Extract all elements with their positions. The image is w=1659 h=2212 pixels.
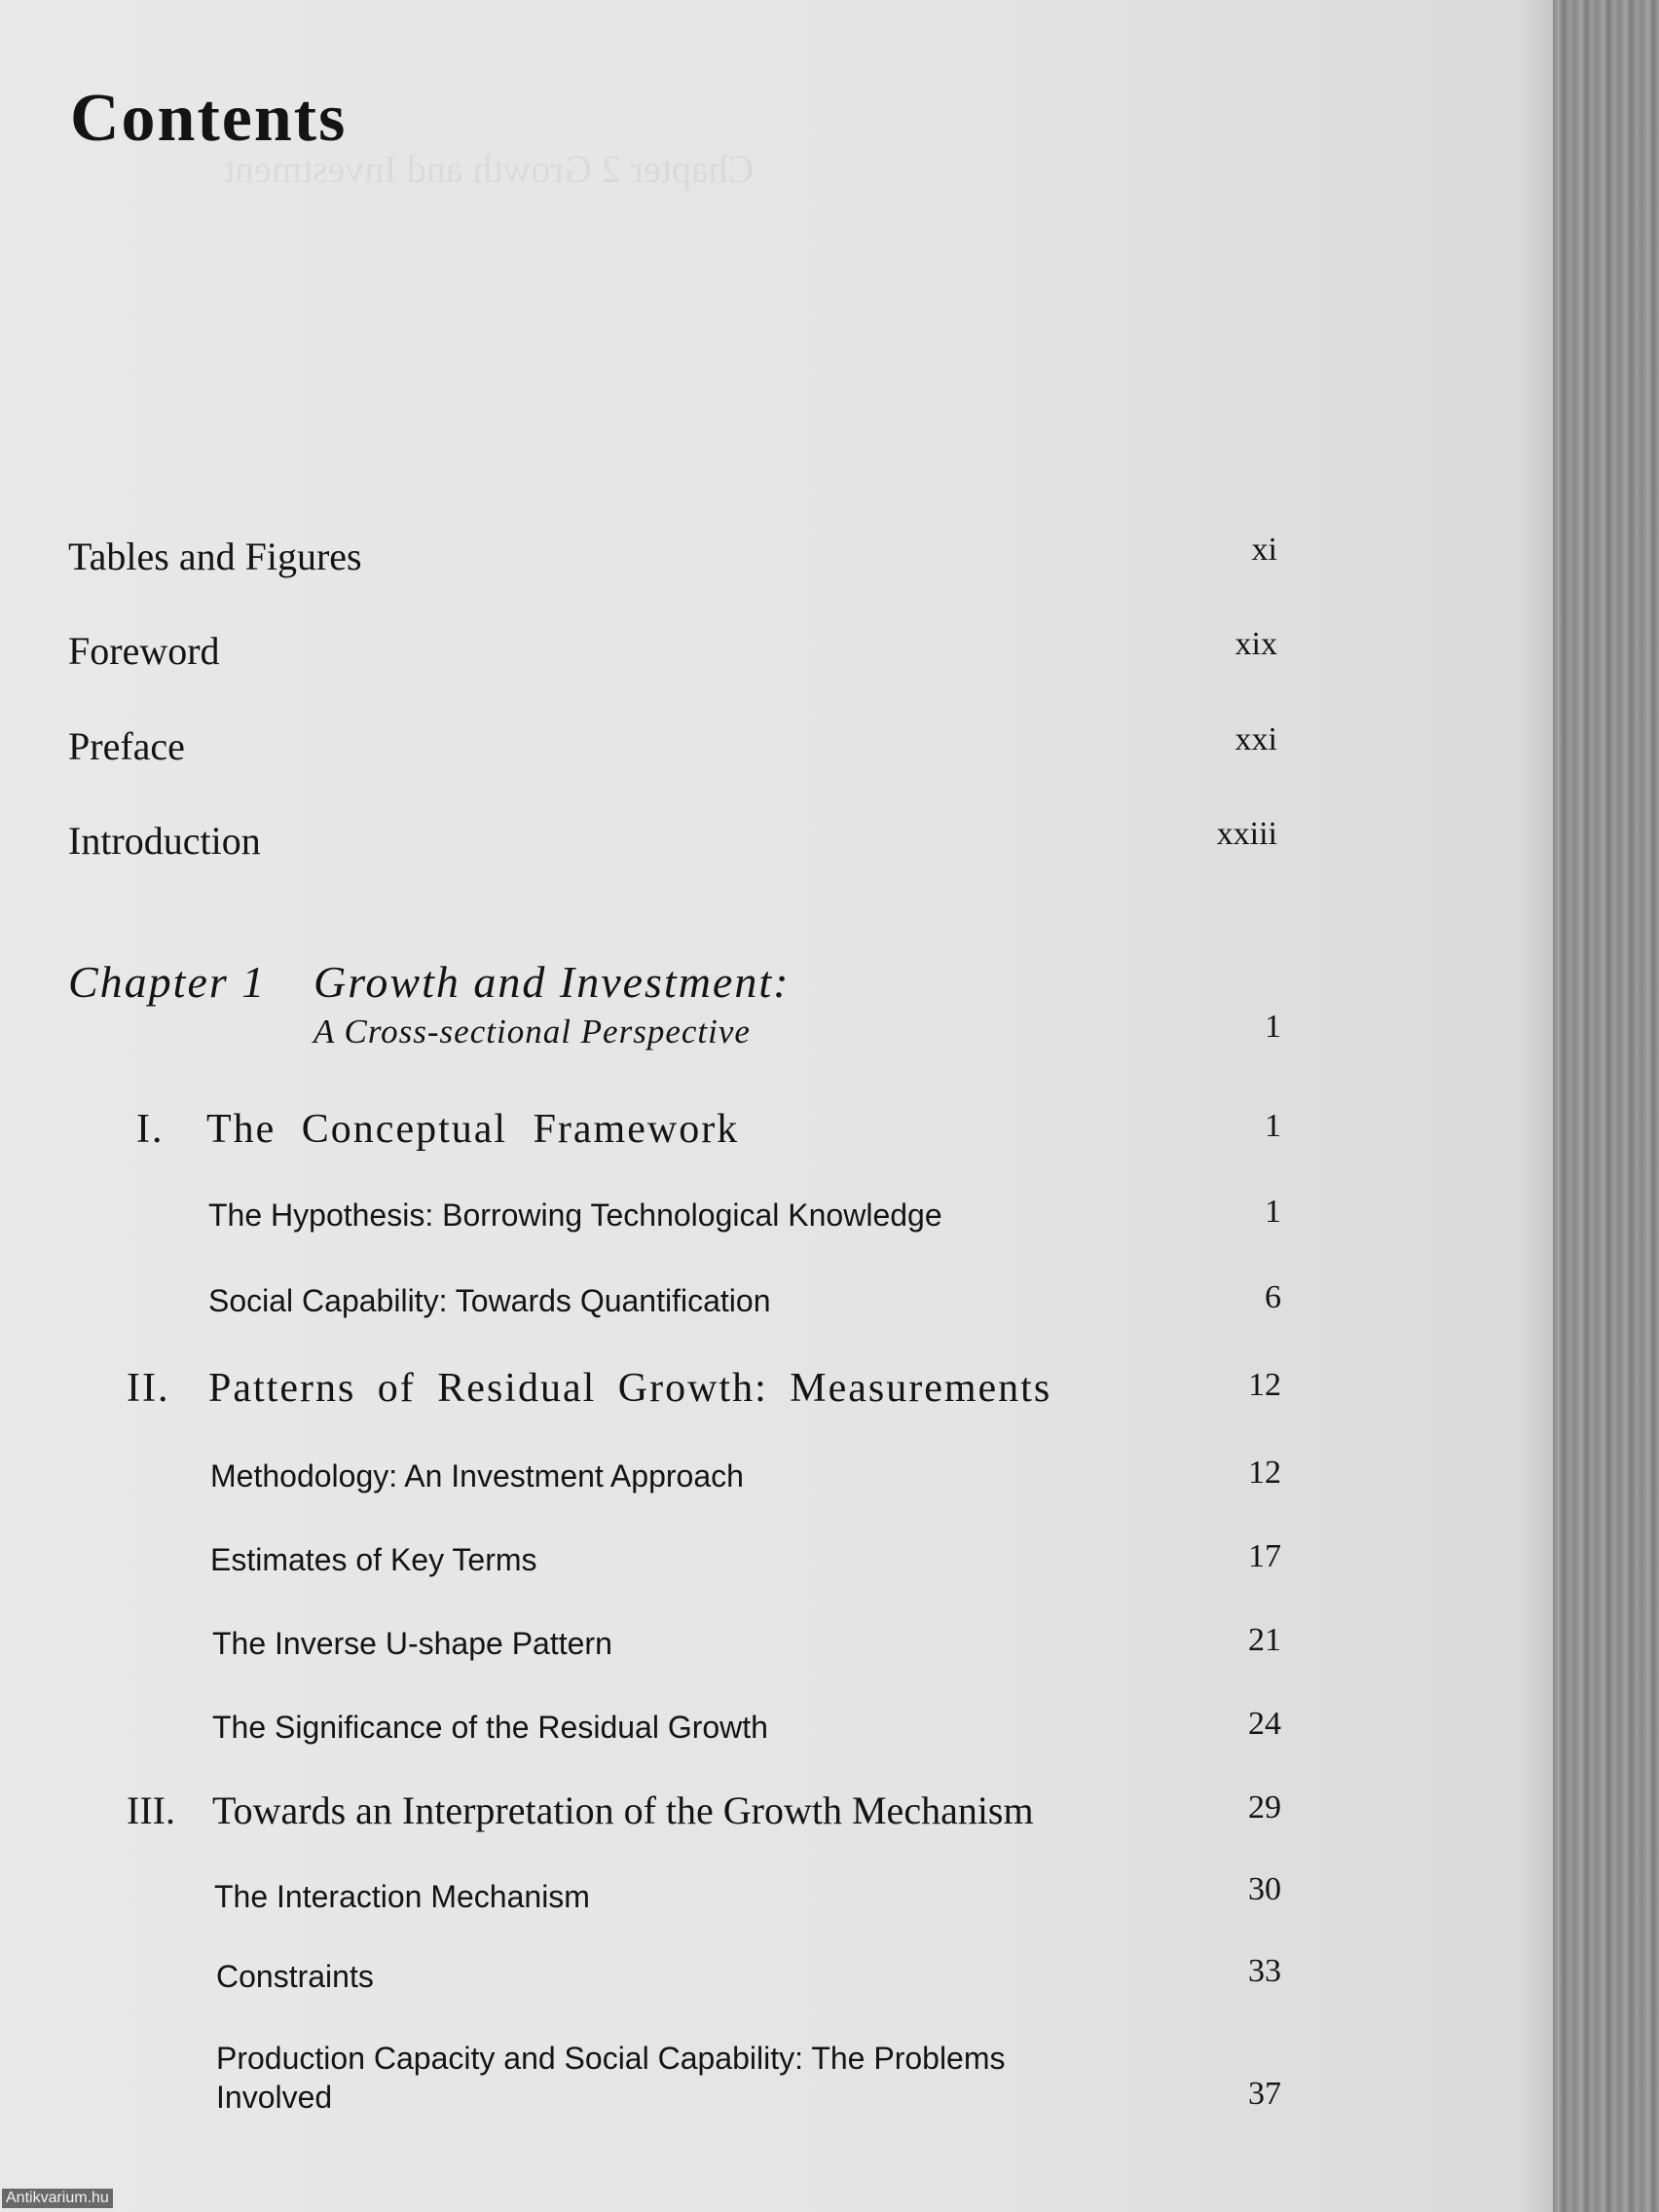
chapter-label: Chapter 1 xyxy=(68,957,267,1007)
watermark: Antikvarium.hu xyxy=(2,2189,113,2208)
section-title-1[interactable]: The Conceptual Framework xyxy=(206,1107,740,1152)
section-numeral-3: III. xyxy=(127,1788,175,1832)
toc-subpage-significance: 24 xyxy=(1248,1706,1281,1742)
toc-subentry-hypothesis[interactable]: The Hypothesis: Borrowing Technological Knowledge xyxy=(208,1198,942,1233)
chapter-title[interactable]: Growth and Investment: xyxy=(313,957,791,1007)
toc-subentry-significance[interactable]: The Significance of the Residual Growth xyxy=(212,1710,768,1745)
toc-page-introduction: xxiii xyxy=(1216,816,1277,852)
toc-subentry-estimates[interactable]: Estimates of Key Terms xyxy=(210,1542,537,1577)
toc-subentry-constraints[interactable]: Constraints xyxy=(216,1959,374,1994)
section-numeral-1: I. xyxy=(136,1107,165,1152)
section-page-2: 12 xyxy=(1248,1367,1281,1403)
section-page-3: 29 xyxy=(1248,1789,1281,1825)
section-title-2[interactable]: Patterns of Residual Growth: Measurements xyxy=(208,1366,1052,1411)
toc-page-tables-figures: xi xyxy=(1251,532,1277,568)
toc-subpage-inverse-u: 21 xyxy=(1248,1622,1281,1658)
toc-subentry-production-capacity-line2[interactable]: Involved xyxy=(216,2080,333,2115)
toc-subpage-production-capacity: 37 xyxy=(1248,2076,1281,2112)
toc-entry-preface[interactable]: Preface xyxy=(68,724,185,768)
show-through-text: Chapter 2 Growth and Investment xyxy=(224,147,755,191)
toc-subentry-methodology[interactable]: Methodology: An Investment Approach xyxy=(210,1458,744,1493)
toc-entry-introduction[interactable]: Introduction xyxy=(68,819,261,863)
toc-page-foreword: xix xyxy=(1235,626,1277,662)
toc-page-preface: xxi xyxy=(1235,721,1277,757)
toc-subpage-hypothesis: 1 xyxy=(1265,1194,1281,1230)
toc-subpage-estimates: 17 xyxy=(1248,1538,1281,1574)
chapter-subtitle: A Cross-sectional Perspective xyxy=(313,1013,751,1051)
toc-subentry-production-capacity[interactable]: Production Capacity and Social Capability: The Problems xyxy=(216,2041,1006,2076)
toc-subpage-interaction: 30 xyxy=(1248,1871,1281,1907)
section-page-1: 1 xyxy=(1265,1108,1281,1144)
toc-entry-tables-figures[interactable]: Tables and Figures xyxy=(68,535,362,578)
toc-subentry-inverse-u[interactable]: The Inverse U-shape Pattern xyxy=(212,1626,612,1661)
section-numeral-2: II. xyxy=(127,1366,170,1411)
toc-subentry-interaction[interactable]: The Interaction Mechanism xyxy=(214,1879,590,1914)
contents-heading: Contents xyxy=(70,81,348,156)
chapter-page: 1 xyxy=(1265,1009,1281,1045)
toc-subpage-social-capability: 6 xyxy=(1265,1279,1281,1315)
toc-entry-foreword[interactable]: Foreword xyxy=(68,629,220,673)
toc-subentry-social-capability[interactable]: Social Capability: Towards Quantification xyxy=(208,1283,771,1318)
section-title-3[interactable]: Towards an Interpretation of the Growth Mechanism xyxy=(212,1788,1034,1832)
toc-subpage-constraints: 33 xyxy=(1248,1953,1281,1989)
toc-subpage-methodology: 12 xyxy=(1248,1455,1281,1491)
book-gutter xyxy=(1553,0,1659,2212)
